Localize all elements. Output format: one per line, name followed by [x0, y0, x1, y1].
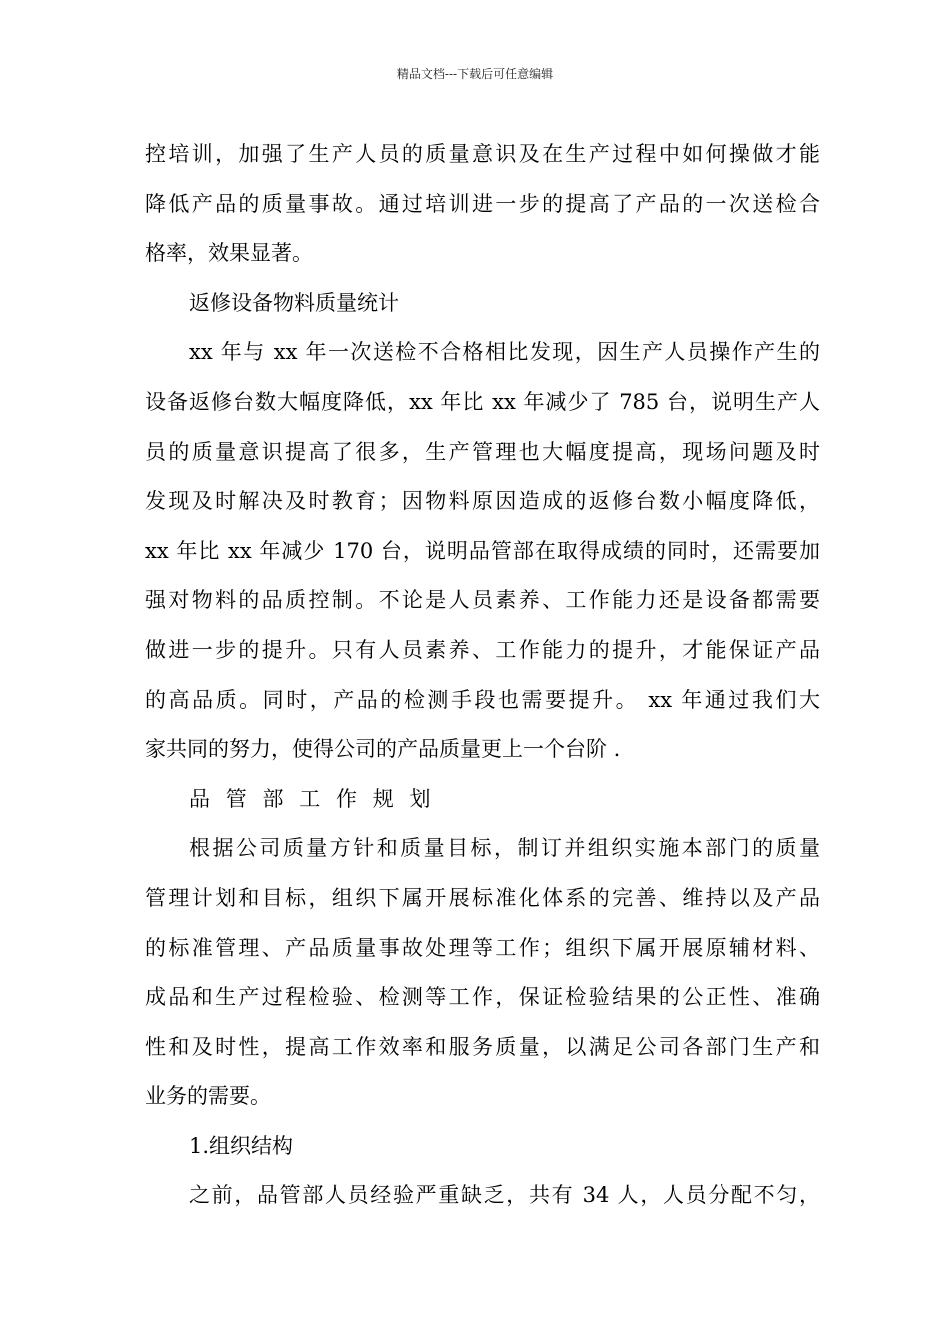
- subsection-heading-org-structure: 1.组织结构: [189, 1133, 294, 1158]
- section-heading-repair-stats: 返修设备物料质量统计: [189, 290, 399, 315]
- text-line: 员的质量意识提高了很多，生产管理也大幅度提高，现场问题及时: [145, 439, 820, 464]
- text-line: 格率，效果显著。: [145, 241, 313, 266]
- section-heading-work-plan: 品管部工作规划: [189, 786, 447, 811]
- text-line: 的标准管理、产品质量事故处理等工作；组织下属开展原辅材料、: [145, 935, 820, 960]
- text-line: xx 年与 xx 年一次送检不合格相比发现，因生产人员操作产生的: [189, 340, 820, 365]
- text-line: 降低产品的质量事故。通过培训进一步的提高了产品的一次送检合: [145, 191, 820, 216]
- text-line: 根据公司质量方针和质量目标，制订并组织实施本部门的质量: [189, 836, 820, 861]
- text-line: 业务的需要。: [145, 1084, 271, 1109]
- document-body: [145, 130, 820, 1221]
- text-line: 控培训，加强了生产人员的质量意识及在生产过程中如何操做才能: [145, 142, 820, 166]
- text-line: 家共同的努力，使得公司的产品质量更上一个台阶 .: [145, 737, 621, 762]
- text-line: 之前，品管部人员经验严重缺乏，共有 34 人，人员分配不匀，: [189, 1183, 820, 1208]
- text-line: 做进一步的提升。只有人员素养、工作能力的提升，才能保证产品: [145, 637, 820, 662]
- text-line: 管理计划和目标，组织下属开展标准化体系的完善、维持以及产品: [145, 885, 820, 910]
- text-line: 性和及时性，提高工作效率和服务质量，以满足公司各部门生产和: [145, 1034, 820, 1059]
- page-header: 精品文档---下载后可任意编辑: [396, 67, 554, 81]
- text-line: xx 年比 xx 年减少 170 台，说明品管部在取得成绩的同时，还需要加: [145, 538, 820, 563]
- text-line: 的高品质。同时，产品的检测手段也需要提升。 xx 年通过我们大: [145, 687, 820, 712]
- text-line: 发现及时解决及时教育；因物料原因造成的返修台数小幅度降低，: [145, 489, 820, 514]
- text-line: 成品和生产过程检验、检测等工作，保证检验结果的公正性、准确: [145, 985, 820, 1010]
- text-line: 设备返修台数大幅度降低，xx 年比 xx 年减少了 785 台，说明生产人: [145, 389, 820, 414]
- text-line: 强对物料的品质控制。不论是人员素养、工作能力还是设备都需要: [145, 588, 820, 613]
